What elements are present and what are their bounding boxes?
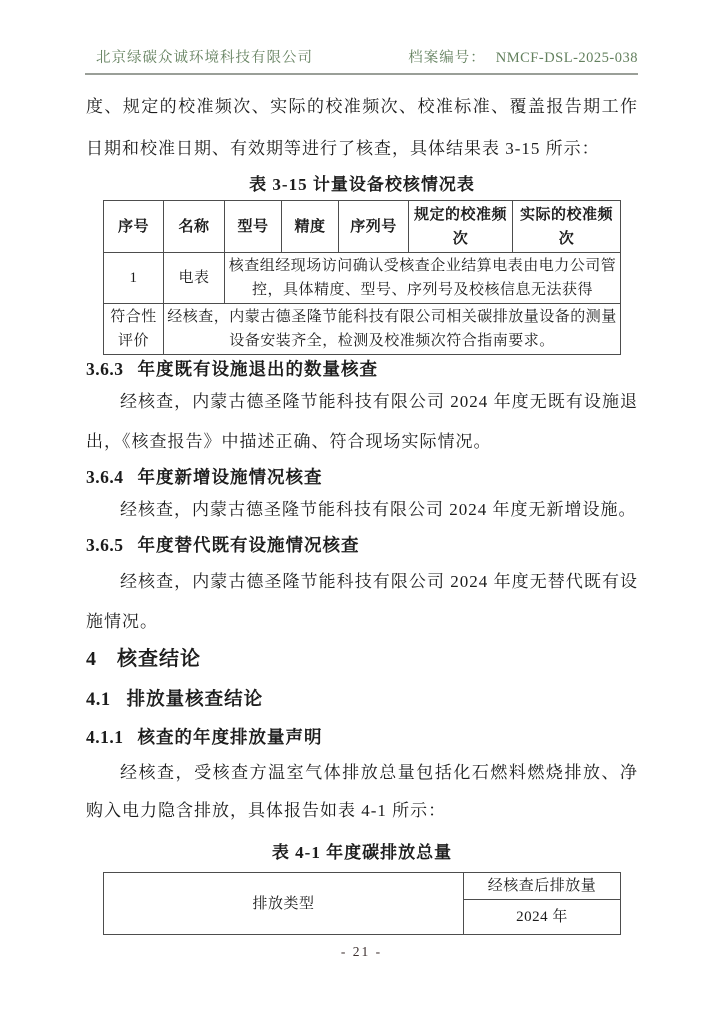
file-number-value: NMCF-DSL-2025-038: [495, 50, 638, 66]
heading-number: 4.1: [86, 690, 111, 710]
page-number: - 21 -: [340, 944, 383, 959]
table-row-conformity: [104, 304, 621, 355]
heading-3-6-5: [86, 532, 638, 558]
heading-4-1-1: [86, 724, 638, 750]
page-header: [85, 46, 638, 75]
heading-title: 核查的年度排放量声明: [137, 727, 323, 747]
col-header-name: 名称: [164, 201, 225, 253]
heading-number: 3.6.5: [86, 535, 124, 555]
col-header-seq: 序号: [104, 201, 164, 253]
header-company-name: 北京绿碳众诚环境科技有限公司: [96, 50, 313, 66]
col-header-actual-freq: 实际的校准频次: [513, 201, 621, 253]
paragraph-3-6-4: 经核查，内蒙古德圣隆节能科技有限公司 2024 年度无新增设施。: [120, 500, 637, 519]
heading-number: 4.1.1: [86, 727, 124, 747]
verified-emission-cell: 经核查后排放量: [464, 873, 621, 900]
heading-title: 年度既有设施退出的数量核查: [137, 359, 378, 379]
heading-number: 3.6.3: [86, 359, 124, 379]
device-name-cell: 电表: [164, 253, 225, 304]
table-4-1: [103, 872, 621, 935]
table-4-1-row-top: [104, 873, 621, 900]
year-cell: 2024 年: [464, 900, 621, 935]
paragraph-3-6-5: 经核查，内蒙古德圣隆节能科技有限公司 2024 年度无替代既有设施情况。: [86, 572, 638, 631]
paragraph-4-1-1: 经核查，受核查方温室气体排放总量包括化石燃料燃烧排放、净购入电力隐含排放，具体报告如表 4-1 所示：: [86, 763, 638, 820]
paragraph-calibration-continuation: 度、规定的校准频次、实际的校准频次、校准标准、覆盖报告期工作日期和校准日期、有效期等进行了核查，具体结果表 3-15 所示：: [86, 97, 638, 158]
device-note-cell: 核查组经现场访问确认受核查企业结算电表由电力公司管控，具体精度、型号、序列号及校核信息无法获得: [225, 253, 621, 304]
heading-number: 3.6.4: [86, 467, 124, 487]
heading-title: 年度替代既有设施情况核查: [137, 535, 360, 555]
heading-4-1: [86, 686, 638, 714]
col-header-serial: 序列号: [339, 201, 409, 253]
heading-3-6-4: [86, 464, 638, 490]
conformity-note-cell: 经核查，内蒙古德圣隆节能科技有限公司相关碳排放量设备的测量设备安装齐全，检测及校准频次符合指南要求。: [164, 304, 621, 355]
paragraph-3-6-3: 经核查，内蒙古德圣隆节能科技有限公司 2024 年度无既有设施退出，《核查报告》中描述正确、符合现场实际情况。: [86, 392, 638, 451]
heading-3-6-3: [86, 356, 638, 382]
table-3-15: [103, 200, 621, 355]
table-4-1-title: 表 4-1 年度碳排放总量: [271, 843, 453, 862]
col-header-required-freq: 规定的校准频次: [409, 201, 513, 253]
emission-type-cell: 排放类型: [104, 873, 464, 935]
heading-title: 核查结论: [117, 648, 201, 670]
device-seq-cell: 1: [104, 253, 164, 304]
file-number-label: 档案编号：: [408, 50, 486, 66]
table-3-15-header-row: [104, 201, 621, 253]
heading-chapter-4: [86, 644, 638, 674]
col-header-precision: 精度: [282, 201, 339, 253]
heading-number: 4: [86, 648, 97, 670]
heading-title: 年度新增设施情况核查: [137, 467, 323, 487]
header-file-number: [408, 46, 638, 67]
table-row-device: [104, 253, 621, 304]
table-3-15-title: 表 3-15 计量设备校核情况表: [249, 175, 475, 194]
heading-title: 排放量核查结论: [126, 690, 264, 710]
conformity-label-cell: 符合性评价: [104, 304, 164, 355]
col-header-model: 型号: [225, 201, 282, 253]
